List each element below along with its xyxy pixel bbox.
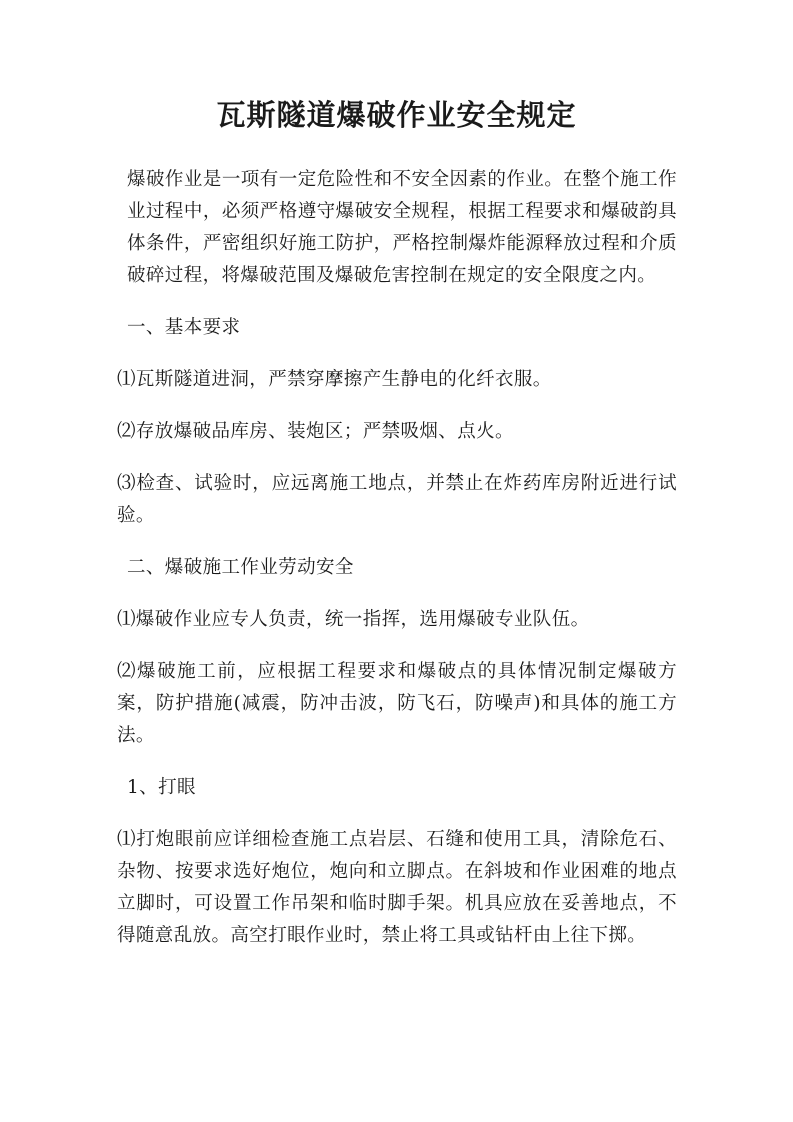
document-body (117, 164, 677, 972)
section-heading-basic-requirements: 一、基本要求 (127, 317, 241, 338)
list-item: ⑴打炮眼前应详细检查施工点岩层、石缝和使用工具，清除危石、杂物、按要求选好炮位，炮向和立脚点。在斜坡和作业困难的地点立脚时，可设置工作吊架和临时脚手架。机具应放在妥善地点，不得随意乱放。高空打眼作业时，禁止将工具或钻杆由上往下掷。 (117, 829, 677, 946)
list-item: ⑴爆破作业应专人负责，统一指挥，选用爆破专业队伍。 (117, 609, 590, 630)
list-item: ⑶检查、试验时，应远离施工地点，并禁止在炸药库房附近进行试验。 (117, 473, 677, 526)
list-item: ⑴瓦斯隧道进洞，严禁穿摩擦产生静电的化纤衣服。 (117, 369, 552, 390)
subsection-heading-drilling: 1、打眼 (127, 777, 196, 798)
section-heading-blasting-safety: 二、爆破施工作业劳动安全 (127, 557, 354, 578)
intro-paragraph: 爆破作业是一项有一定危险性和不安全因素的作业。在整个施工作业过程中，必须严格遵守爆破安全规程，根据工程要求和爆破韵具体条件，严密组织好施工防护，严格控制爆炸能源释放过程和介质破碎过程，将爆破范围及爆破危害控制在规定的安全限度之内。 (127, 169, 677, 286)
list-item: ⑵爆破施工前，应根据工程要求和爆破点的具体情况制定爆破方案，防护措施(减震，防冲击波，防飞石，防噪声)和具体的施工方法。 (117, 661, 677, 746)
list-item: ⑵存放爆破品库房、装炮区；严禁吸烟、点火。 (117, 421, 514, 442)
document-title: 瓦斯隧道爆破作业安全规定 (216, 98, 577, 132)
